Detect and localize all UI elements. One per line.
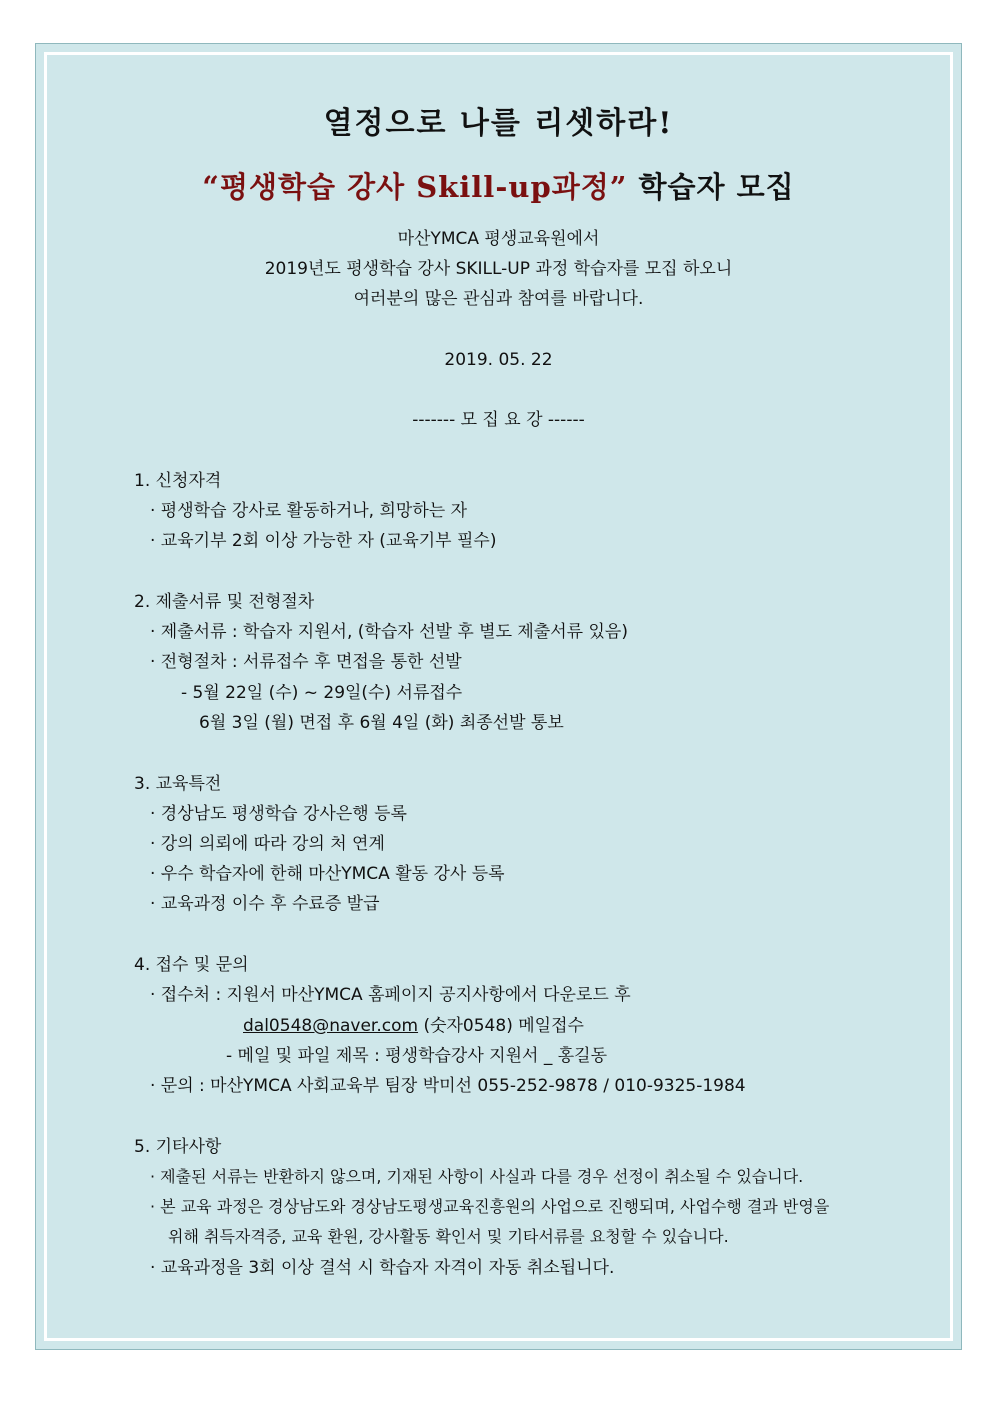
- section-3-item: · 우수 학습자에 한해 마산YMCA 활동 강사 등록: [150, 864, 505, 884]
- section-1-item: · 교육기부 2회 이상 가능한 자 (교육기부 필수): [150, 531, 497, 551]
- email-note: (숫자0548) 메일접수: [423, 1016, 584, 1036]
- section-divider: ------- 모 집 요 강 ------: [412, 410, 585, 430]
- notice-date: 2019. 05. 22: [444, 350, 553, 370]
- section-3-item: · 경상남도 평생학습 강사은행 등록: [150, 804, 407, 824]
- email-link[interactable]: dal0548@naver.com: [243, 1016, 419, 1036]
- section-1-item: · 평생학습 강사로 활동하거나, 희망하는 자: [150, 501, 468, 521]
- section-4-item: · 문의 : 마산YMCA 사회교육부 팀장 박미선 055-252-9878 / 010-9325-1984: [150, 1076, 746, 1096]
- section-3-item: · 강의 의뢰에 따라 강의 처 연계: [150, 834, 385, 854]
- intro-line-2: 2019년도 평생학습 강사 SKILL-UP 과정 학습자를 모집 하오니: [264, 259, 733, 279]
- section-4-item: · 접수처 : 지원서 마산YMCA 홈페이지 공지사항에서 다운로드 후: [150, 985, 631, 1005]
- intro-line-3: 여러분의 많은 관심과 참여를 바랍니다.: [353, 289, 644, 309]
- section-2-schedule: 6월 3일 (월) 면접 후 6월 4일 (화) 최종선발 통보: [199, 713, 564, 733]
- section-2-item: · 전형절차 : 서류접수 후 면접을 통한 선발: [150, 652, 462, 672]
- title-line-2: [36, 167, 961, 207]
- section-4-subitem: - 메일 및 파일 제목 : 평생학습강사 지원서 _ 홍길동: [226, 1046, 608, 1066]
- section-5-heading: 5. 기타사항: [134, 1137, 222, 1157]
- section-2-heading: 2. 제출서류 및 전형절차: [134, 592, 315, 612]
- section-4-heading: 4. 접수 및 문의: [134, 955, 249, 975]
- section-5-item-cont: 위해 취득자격증, 교육 환원, 강사활동 확인서 및 기타서류를 요청할 수 있습니다.: [168, 1227, 729, 1246]
- section-5-item: · 본 교육 과정은 경상남도와 경상남도평생교육진흥원의 사업으로 진행되며, 사업수행 결과 반영을: [150, 1197, 830, 1216]
- document-frame: [35, 43, 962, 1350]
- section-4-email-line: [243, 1015, 584, 1037]
- section-5-item: · 교육과정을 3회 이상 결석 시 학습자 자격이 자동 취소됩니다.: [150, 1258, 615, 1278]
- title-line-1: 열정으로 나를 리셋하라!: [323, 106, 674, 141]
- section-2-item: · 제출서류 : 학습자 지원서, (학습자 선발 후 별도 제출서류 있음): [150, 622, 628, 642]
- section-1-heading: 1. 신청자격: [134, 471, 222, 491]
- section-3-item: · 교육과정 이수 후 수료증 발급: [150, 894, 380, 914]
- title-recruit: 학습자 모집: [627, 170, 795, 204]
- section-5-item: · 제출된 서류는 반환하지 않으며, 기재된 사항이 사실과 다를 경우 선정이 취소될 수 있습니다.: [150, 1167, 804, 1186]
- section-2-schedule: - 5월 22일 (수) ~ 29일(수) 서류접수: [181, 683, 463, 703]
- intro-line-1: 마산YMCA 평생교육원에서: [397, 229, 600, 249]
- section-3-heading: 3. 교육특전: [134, 774, 222, 794]
- course-name: “평생학습 강사 Skill-up과정”: [202, 170, 628, 204]
